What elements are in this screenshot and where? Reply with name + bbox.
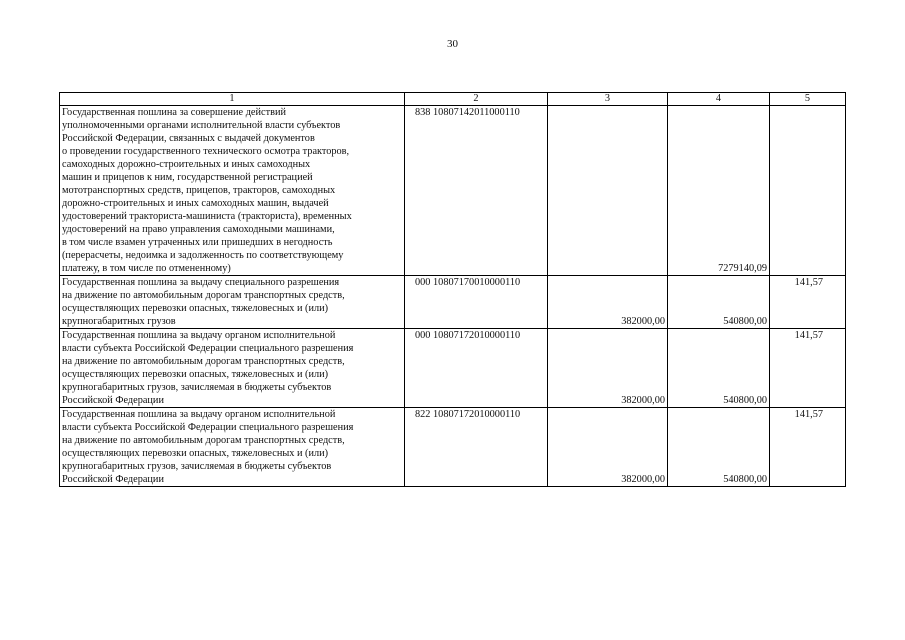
column-header-2: 2 xyxy=(405,93,548,106)
row-value-col5: 141,57 xyxy=(770,329,846,408)
row-code: 000 10807172010000110 xyxy=(405,329,548,408)
row-description: Государственная пошлина за совершение действий уполномоченными органами исполнительной власти субъектов Российской Федерации, связанных с выдачей документов о проведении государственного технического осмотра тракторов, самоходных дорожно-строительных и иных самоходных машин и прицепов к ним, государственной регистрацией мототранспортных средств, прицепов, тракторов, самоходных дорожно-строительных и иных самоходных машин, выдачей удостоверений тракториста-машиниста (тракториста), временных удостоверений на право управления самоходными машинами, в том числе взамен утраченных или пришедших в негодность (перерасчеты, недоимка и задолженность по соответствующему платежу, в том числе по отмененному) xyxy=(60,106,405,276)
table-row xyxy=(60,408,846,487)
column-header-1: 1 xyxy=(60,93,405,106)
row-value-col5 xyxy=(770,106,846,276)
row-value-col4: 7279140,09 xyxy=(668,106,770,276)
row-description: Государственная пошлина за выдачу специального разрешения на движение по автомобильным дорогам транспортных средств, осуществляющих перевозки опасных, тяжеловесных и (или) крупногабаритных грузов xyxy=(60,276,405,329)
row-value-col3: 382000,00 xyxy=(548,408,668,487)
row-value-col3 xyxy=(548,106,668,276)
budget-table xyxy=(59,92,846,487)
table-row xyxy=(60,329,846,408)
row-value-col3: 382000,00 xyxy=(548,329,668,408)
row-value-col3: 382000,00 xyxy=(548,276,668,329)
column-header-3: 3 xyxy=(548,93,668,106)
row-description: Государственная пошлина за выдачу органом исполнительной власти субъекта Российской Федерации специального разрешения на движение по автомобильным дорогам транспортных средств, осуществляющих перевозки опасных, тяжеловесных и (или) крупногабаритных грузов, зачисляемая в бюджеты субъектов Российской Федерации xyxy=(60,329,405,408)
page-number: 30 xyxy=(447,38,458,50)
row-code: 822 10807172010000110 xyxy=(405,408,548,487)
row-value-col4: 540800,00 xyxy=(668,408,770,487)
row-value-col5: 141,57 xyxy=(770,408,846,487)
table-header-row xyxy=(60,93,846,106)
table-row xyxy=(60,106,846,276)
row-value-col5: 141,57 xyxy=(770,276,846,329)
row-value-col4: 540800,00 xyxy=(668,276,770,329)
row-value-col4: 540800,00 xyxy=(668,329,770,408)
table-row xyxy=(60,276,846,329)
row-description: Государственная пошлина за выдачу органом исполнительной власти субъекта Российской Федерации специального разрешения на движение по автомобильным дорогам транспортных средств, осуществляющих перевозки опасных, тяжеловесных и (или) крупногабаритных грузов, зачисляемая в бюджеты субъектов Российской Федерации xyxy=(60,408,405,487)
row-code: 838 10807142011000110 xyxy=(405,106,548,276)
column-header-5: 5 xyxy=(770,93,846,106)
row-code: 000 10807170010000110 xyxy=(405,276,548,329)
column-header-4: 4 xyxy=(668,93,770,106)
